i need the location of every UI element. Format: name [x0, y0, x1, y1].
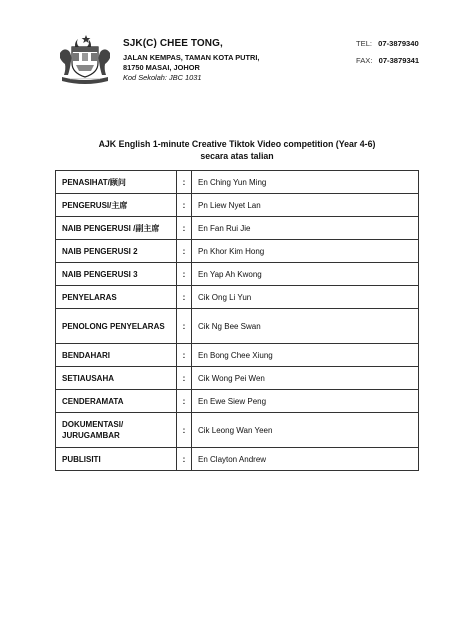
address-line-2: 81750 MASAI, JOHOR [123, 63, 200, 72]
member-name-cell: En Ching Yun Ming [192, 171, 419, 194]
separator-cell: : [177, 309, 192, 344]
malaysia-coat-of-arms-icon [56, 33, 114, 85]
table-row [56, 171, 419, 194]
separator-cell: : [177, 194, 192, 217]
role-cell: SETIAUSAHA [56, 367, 177, 390]
role-cell: PENOLONG PENYELARAS [56, 309, 177, 344]
fax-label: FAX: [356, 56, 373, 65]
member-name-cell: Cik Ng Bee Swan [192, 309, 419, 344]
table-row [56, 309, 419, 344]
table-row [56, 263, 419, 286]
role-cell: PENASIHAT/顾问 [56, 171, 177, 194]
member-name-cell: Cik Wong Pei Wen [192, 367, 419, 390]
table-row [56, 217, 419, 240]
role-cell: CENDERAMATA [56, 390, 177, 413]
table-row [56, 448, 419, 471]
table-row [56, 344, 419, 367]
role-cell: NAIB PENGERUSI 3 [56, 263, 177, 286]
table-row [56, 390, 419, 413]
separator-cell: : [177, 390, 192, 413]
school-info [123, 38, 353, 82]
school-name: SJK(C) CHEE TONG, [123, 38, 223, 49]
tel-value: 07-3879340 [378, 39, 419, 48]
table-row [56, 413, 419, 448]
member-name-cell: En Yap Ah Kwong [192, 263, 419, 286]
title-line-2: secara atas talian [200, 151, 274, 161]
role-cell: NAIB PENGERUSI /副主席 [56, 217, 177, 240]
member-name-cell: Pn Liew Nyet Lan [192, 194, 419, 217]
role-cell: PUBLISITI [56, 448, 177, 471]
table-row [56, 367, 419, 390]
table-row [56, 194, 419, 217]
table-row [56, 240, 419, 263]
separator-cell: : [177, 240, 192, 263]
separator-cell: : [177, 413, 192, 448]
member-name-cell: Cik Leong Wan Yeen [192, 413, 419, 448]
member-name-cell: Pn Khor Kim Hong [192, 240, 419, 263]
member-name-cell: Cik Ong Li Yun [192, 286, 419, 309]
committee-table [55, 170, 419, 471]
school-address [123, 52, 353, 72]
role-cell: PENYELARAS [56, 286, 177, 309]
school-code: Kod Sekolah: JBC 1031 [123, 73, 202, 82]
separator-cell: : [177, 448, 192, 471]
separator-cell: : [177, 171, 192, 194]
contact-info [356, 39, 446, 73]
separator-cell: : [177, 263, 192, 286]
address-line-1: JALAN KEMPAS, TAMAN KOTA PUTRI, [123, 53, 260, 62]
role-cell: DOKUMENTASI/ JURUGAMBAR [56, 413, 177, 448]
separator-cell: : [177, 344, 192, 367]
member-name-cell: En Clayton Andrew [192, 448, 419, 471]
member-name-cell: En Bong Chee Xiung [192, 344, 419, 367]
tel-row [356, 39, 446, 56]
title-line-1: AJK English 1-minute Creative Tiktok Video competition (Year 4-6) [98, 139, 376, 149]
member-name-cell: En Fan Rui Jie [192, 217, 419, 240]
table-row [56, 286, 419, 309]
fax-row [356, 56, 446, 73]
separator-cell: : [177, 217, 192, 240]
member-name-cell: En Ewe Siew Peng [192, 390, 419, 413]
role-cell: NAIB PENGERUSI 2 [56, 240, 177, 263]
role-cell: BENDAHARI [56, 344, 177, 367]
separator-cell: : [177, 367, 192, 390]
document-title [30, 138, 444, 162]
fax-value: 07-3879341 [378, 56, 420, 65]
separator-cell: : [177, 286, 192, 309]
role-cell: PENGERUSI/主席 [56, 194, 177, 217]
tel-label: TEL: [356, 39, 373, 48]
